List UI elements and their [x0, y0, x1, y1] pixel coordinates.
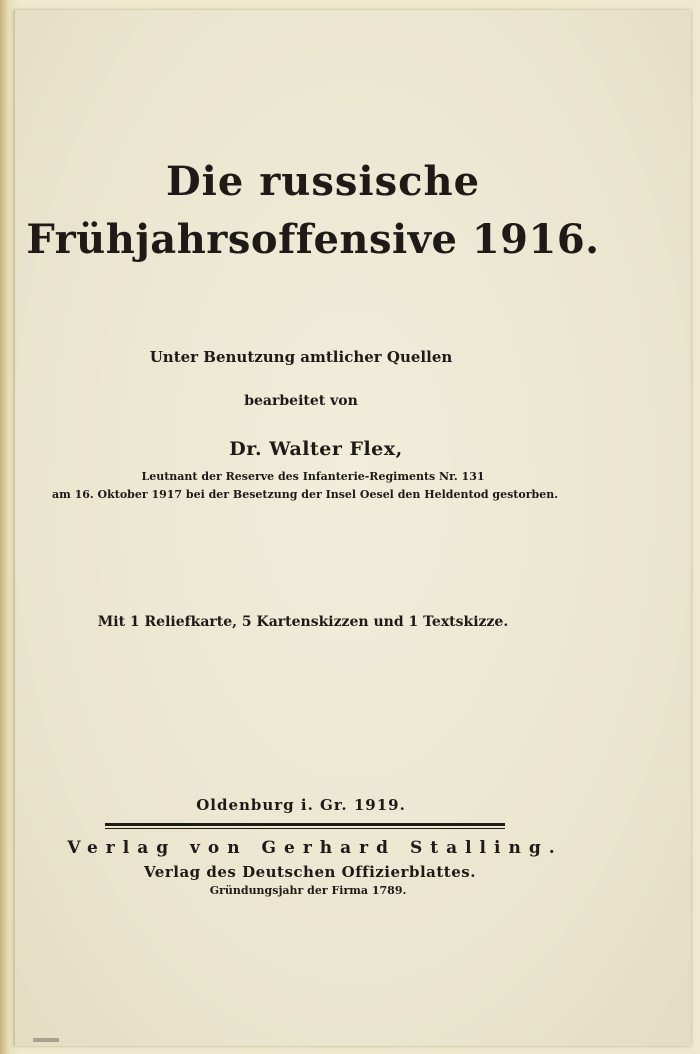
- author-rank: Leutnant der Reserve des Infanterie-Regiments Nr. 131: [141, 470, 485, 483]
- page-mark: [33, 1038, 59, 1042]
- place-year: Oldenburg i. Gr. 1919.: [196, 796, 406, 814]
- founding-year: Gründungsjahr der Firma 1789.: [209, 884, 407, 897]
- edited-by: bearbeitet von: [244, 393, 358, 409]
- book-title-line-1: Die russische: [165, 158, 481, 205]
- subtitle: Unter Benutzung amtlicher Quellen: [149, 348, 453, 366]
- author-death-note: am 16. Oktober 1917 bei der Besetzung der Insel Oesel den Heldentod gestorben.: [51, 488, 559, 501]
- author-name: Dr. Walter Flex,: [229, 438, 403, 460]
- divider-thick: [105, 823, 505, 826]
- contents-note: Mit 1 Reliefkarte, 5 Kartenskizzen und 1 Textskizze.: [97, 614, 509, 630]
- publisher-imprint: Verlag des Deutschen Offizierblattes.: [144, 863, 476, 881]
- title-page: [14, 10, 691, 1046]
- publisher-name: Verlag von Gerhard Stalling.: [67, 838, 563, 858]
- book-title-line-2: Frühjahrsoffensive 1916.: [26, 216, 600, 263]
- divider-thin: [105, 828, 505, 829]
